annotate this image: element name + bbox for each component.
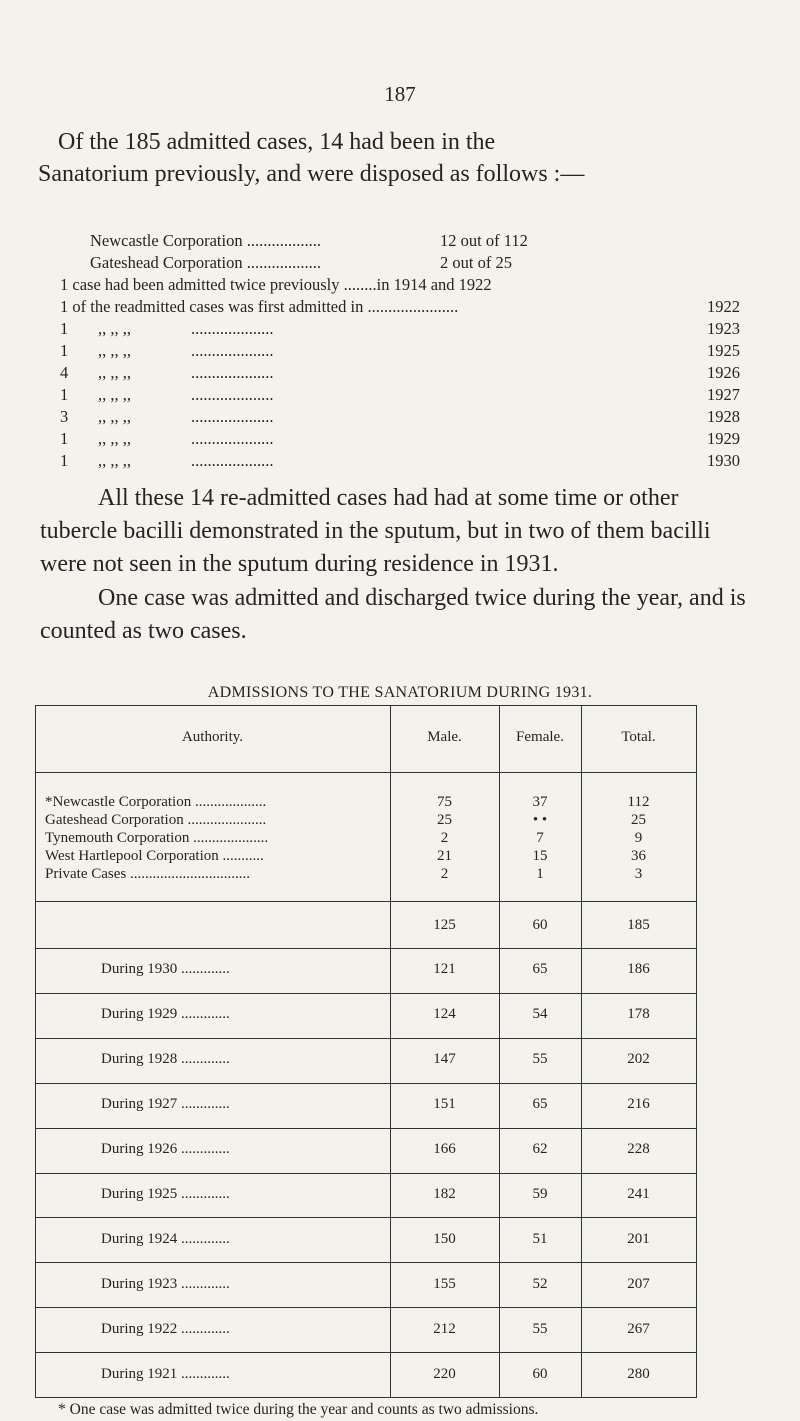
- readmission-count: 1: [60, 385, 69, 404]
- ditto-marks: ,, ,, ,,: [98, 363, 131, 382]
- total-value: 207: [627, 1276, 650, 1292]
- total-value: 9: [634, 830, 643, 846]
- readmission-year: 1928: [707, 407, 740, 426]
- readmission-row: [60, 406, 740, 428]
- table-rule: [35, 705, 36, 1398]
- male-value: 121: [433, 961, 456, 977]
- male-value: 21: [437, 848, 452, 864]
- body-paragraph-2: One case was admitted and discharged twice during the year, and is counted as two cases.: [40, 585, 746, 644]
- first-admitted-year: 1922: [707, 297, 740, 316]
- male-value: 166: [433, 1141, 456, 1157]
- ditto-marks: ,, ,, ,,: [98, 319, 131, 338]
- female-value: 59: [532, 1186, 548, 1202]
- table-rule: [35, 1352, 697, 1353]
- table-rule: [35, 948, 697, 949]
- readmission-count: 1: [60, 429, 69, 448]
- total-value: 3: [634, 866, 643, 882]
- page-number: 187: [384, 82, 416, 106]
- year-label: During 1926 .............: [101, 1141, 230, 1157]
- intro-line-1: Of the 185 admitted cases, 14 had been in the: [58, 129, 496, 155]
- ditto-marks: ,, ,, ,,: [98, 407, 131, 426]
- readmission-year: 1930: [707, 451, 740, 470]
- female-value: 51: [532, 1231, 548, 1247]
- first-admitted-text: 1 of the readmitted cases was first admitted in ......................: [60, 297, 459, 316]
- year-label: During 1925 .............: [101, 1186, 230, 1202]
- readmission-row: [60, 384, 740, 406]
- year-label: During 1923 .............: [101, 1276, 230, 1292]
- readmission-count: 3: [60, 407, 69, 426]
- table-rule: [35, 1217, 697, 1218]
- readmission-row: [60, 428, 740, 450]
- total-value: 241: [627, 1186, 650, 1202]
- female-subtotal: 60: [532, 917, 548, 933]
- table-rule: [35, 993, 697, 994]
- total-value: 36: [631, 848, 646, 864]
- table-rule: [35, 705, 697, 706]
- male-value: 124: [433, 1006, 456, 1022]
- female-value: 65: [532, 1096, 548, 1112]
- male-value: 75: [437, 794, 452, 810]
- column-header-male: Male.: [427, 729, 462, 745]
- male-value: 25: [437, 812, 452, 828]
- leader-dots: ....................: [191, 385, 274, 404]
- male-value: 212: [433, 1321, 456, 1337]
- female-value: 55: [532, 1321, 548, 1337]
- year-label: During 1930 .............: [101, 961, 230, 977]
- female-value: 54: [532, 1006, 548, 1022]
- male-subtotal: 125: [433, 917, 456, 933]
- male-value: 182: [433, 1186, 456, 1202]
- ditto-marks: ,, ,, ,,: [98, 385, 131, 404]
- total-value: 202: [627, 1051, 650, 1067]
- female-value: 65: [532, 961, 548, 977]
- total-value: 201: [627, 1231, 650, 1247]
- readmission-count: 1: [60, 319, 69, 338]
- footnote: * One case was admitted twice during the year and counts as two admissions.: [58, 1401, 539, 1418]
- table-rule: [35, 1173, 697, 1174]
- female-value: 60: [532, 1366, 548, 1382]
- total-value: 228: [627, 1141, 650, 1157]
- authority-name: Tynemouth Corporation ....................: [45, 830, 269, 846]
- table-rule: [35, 1397, 697, 1398]
- leader-dots: ....................: [191, 407, 274, 426]
- leader-dots: ....................: [191, 451, 274, 470]
- corporation-row: [90, 230, 610, 252]
- readmission-year: 1927: [707, 385, 740, 404]
- total-value: 25: [631, 812, 646, 828]
- leader-dots: ....................: [191, 341, 274, 360]
- year-label: During 1929 .............: [101, 1006, 230, 1022]
- female-value: 7: [536, 830, 544, 846]
- corporation-label: Gateshead Corporation ..................: [90, 253, 321, 272]
- ditto-marks: ,, ,, ,,: [98, 429, 131, 448]
- male-value: 150: [433, 1231, 456, 1247]
- table-rule: [35, 772, 697, 773]
- column-header-total: Total.: [621, 729, 656, 745]
- admissions-table: [35, 705, 697, 1398]
- male-value: 147: [433, 1051, 456, 1067]
- female-value: • •: [532, 812, 548, 828]
- readmission-row: [60, 362, 740, 384]
- column-header-female: Female.: [516, 729, 564, 745]
- female-value: 55: [532, 1051, 548, 1067]
- year-label: During 1928 .............: [101, 1051, 230, 1067]
- male-value: 151: [433, 1096, 456, 1112]
- ditto-marks: ,, ,, ,,: [98, 451, 131, 470]
- total-value: 267: [627, 1321, 650, 1337]
- grand-total: 185: [627, 917, 650, 933]
- total-value: 112: [627, 794, 650, 810]
- readmission-year: 1929: [707, 429, 740, 448]
- table-rule: [696, 705, 697, 1398]
- readmission-count: 4: [60, 363, 69, 382]
- year-label: During 1922 .............: [101, 1321, 230, 1337]
- corporation-value: 2 out of 25: [440, 253, 512, 272]
- female-value: 15: [532, 848, 548, 864]
- female-value: 62: [532, 1141, 548, 1157]
- readmission-count: 1: [60, 451, 69, 470]
- female-value: 37: [532, 794, 548, 810]
- readmission-row: [60, 318, 740, 340]
- twice-admitted-line: 1 case had been admitted twice previously ........in 1914 and 1922: [60, 275, 492, 294]
- ditto-marks: ,, ,, ,,: [98, 341, 131, 360]
- table-rule: [35, 1083, 697, 1084]
- authority-name: Private Cases ................................: [45, 866, 250, 882]
- year-label: During 1927 .............: [101, 1096, 230, 1112]
- table-rule: [35, 1262, 697, 1263]
- total-value: 216: [627, 1096, 650, 1112]
- corporation-label: Newcastle Corporation ..................: [90, 231, 321, 250]
- male-value: 2: [440, 830, 449, 846]
- intro-paragraph: [38, 126, 748, 190]
- table-rule: [35, 1128, 697, 1129]
- readmission-year: 1925: [707, 341, 740, 360]
- male-value: 155: [433, 1276, 456, 1292]
- readmission-year: 1926: [707, 363, 740, 382]
- leader-dots: ....................: [191, 429, 274, 448]
- first-admitted-line: [60, 296, 740, 318]
- readmission-count: 1: [60, 341, 69, 360]
- authority-name: Gateshead Corporation .....................: [45, 812, 267, 828]
- female-value: 52: [532, 1276, 548, 1292]
- total-value: 178: [627, 1006, 650, 1022]
- table-title: ADMISSIONS TO THE SANATORIUM DURING 1931.: [207, 684, 593, 701]
- column-header-authority: Authority.: [181, 729, 244, 745]
- year-label: During 1924 .............: [101, 1231, 230, 1247]
- male-value: 220: [433, 1366, 456, 1382]
- readmission-row: [60, 340, 740, 362]
- corporation-row: [90, 252, 610, 274]
- body-paragraph-1: All these 14 re-admitted cases had had at some time or other tubercle bacilli demonstrated in the sputum, but in two of them bacilli were not seen in the sputum during residence in 1931.: [40, 485, 711, 577]
- male-value: 2: [440, 866, 449, 882]
- female-value: 1: [536, 866, 544, 882]
- table-rule: [35, 901, 697, 902]
- readmission-year: 1923: [707, 319, 740, 338]
- leader-dots: ....................: [191, 319, 274, 338]
- authority-name: West Hartlepool Corporation ...........: [45, 848, 264, 864]
- leader-dots: ....................: [191, 363, 274, 382]
- total-value: 280: [627, 1366, 650, 1382]
- corporation-value: 12 out of 112: [440, 231, 528, 250]
- readmission-row: [60, 450, 740, 472]
- year-label: During 1921 .............: [101, 1366, 230, 1382]
- table-rule: [35, 1038, 697, 1039]
- intro-line-2: Sanatorium previously, and were disposed as follows :—: [38, 161, 585, 187]
- total-value: 186: [627, 961, 650, 977]
- authority-name: *Newcastle Corporation ...................: [45, 794, 267, 810]
- table-rule: [35, 1307, 697, 1308]
